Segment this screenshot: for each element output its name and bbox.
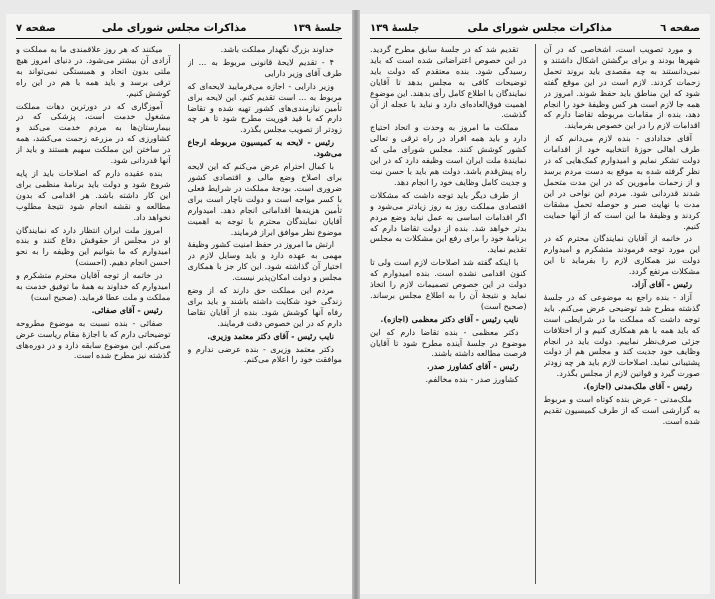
paragraph: آموزگاری که در دورترین دهات مملکت مشغول خدمت است، پزشکی که در بیمارستان‌ها به مردم خدمت می‌کند و کشاورزی که در مزرعه زحمت می‌کشد، همه در ساختن این مملکت سهیم هستند و باید از آنها قدردانی شود. <box>16 100 171 166</box>
paragraph: و مورد تصویب است، اشخاصی که در آن شهرها بودند و برای برگشتن اشکال داشتند و نمی‌دانستند به چه مقصدی باید بروند تحمل زحمات کردند. لازم است در این موقع گفته شود که این مناطق باید حفظ شوند. امروز در همه جا لازم است هر کس وظیفهٔ خود را انجام دهد، بنده از مقامات مربوطه تقاضا دارم که اقدامات لازم را در این خصوص بفرمایند. <box>543 44 700 131</box>
paragraph: تقدیم شد که در جلسهٔ سابق مطرح گردید. در این خصوص اعتراضاتی شده است که باید رسیدگی شود. بنده معتقدم که دولت باید توضیحات کافی به مجلس بدهد تا آقایان نمایندگان با اطلاع کامل رأی بدهند. این موضوع اهمیت فوق‌العاده‌ای دارد و نباید با عجله از آن گذشت. <box>370 44 527 120</box>
paragraph: وزیر دارایی - اجازه می‌فرمایید لایحه‌ای که مربوط به ... است تقدیم کنم. این لایحه برای تأمین نیازمندی‌های کشور تهیه شده و تقاضا دارم که با قید فوریت مطرح شود تا هر چه زودتر از تصویب مجلس بگذرد. <box>187 80 342 135</box>
paragraph: رئیس - لایحه به کمیسیون مربوطه ارجاع می‌شود. <box>187 137 342 159</box>
paragraph: ۴ - تقدیم لایحهٔ قانونی مربوط به ... از طرف آقای وزیر دارایی <box>187 56 342 78</box>
column-right <box>188 44 343 584</box>
page-number: صفحه ۷ <box>16 23 56 34</box>
paragraph: آقای خدادادی - بنده لازم می‌دانم که از طرف اهالی حوزهٔ انتخابیه خود از اقدامات دولت تشکر نمایم و امیدوارم کمک‌هایی که در نظر گرفته شده به موقع به دست مردم برسد و از زحمات مأمورین که در این مدت متحمل شدند قدردانی شود. مردم این نواحی در این مدت با نهایت صبر و حوصله تحمل مشقات کردند و وظیفهٔ ما این است که از آنها حمایت کنیم. <box>543 133 700 231</box>
column-left <box>370 44 527 584</box>
paragraph: رئیس - آقای کشاورز صدر. <box>426 361 519 372</box>
paragraph: با کمال احترام عرض می‌کنم که این لایحه برای اصلاح وضع مالی و اقتصادی کشور ضروری است. بودجهٔ مملکت در شرایط فعلی با کسر مواجه است و دولت ناچار است برای تأمین هزینه‌ها اقداماتی انجام دهد. امیدوارم آقایان نمایندگان محترم با توجه به اهمیت موضوع نظر موافق ابراز فرمایند. <box>187 161 342 237</box>
paragraph: کشاورز صدر - بنده مخالفم. <box>425 374 519 385</box>
paragraph: از طرف دیگر باید توجه داشت که مشکلات اقتصادی مملکت روز به روز زیادتر می‌شود و اگر اقدامات اساسی به عمل نیاید وضع مردم بدتر خواهد شد. بنده از دولت تقاضا دارم که برنامهٔ خود را برای رفع این مشکلات به مجلس تقدیم نماید. <box>370 189 527 255</box>
page-7 <box>6 14 352 594</box>
paragraph: بنده عقیده دارم که اصلاحات باید از پایه شروع شود و دولت باید برنامهٔ منظمی برای این کار داشته باشد. هر اقدامی که بدون مطالعه و نقشه انجام شود نتیجهٔ مطلوب نخواهد داد. <box>16 167 171 222</box>
paragraph: امروز ملت ایران انتظار دارد که نمایندگان او در مجلس از حقوقش دفاع کنند و بنده امیدوارم که ما بتوانیم این وظیفه را به نحو احسن انجام دهیم. (احسنت) <box>16 224 171 268</box>
text-columns <box>370 44 700 584</box>
paragraph: نایب رئیس - آقای دکتر معتمد وزیری. <box>207 330 334 341</box>
column-right <box>544 44 701 584</box>
paragraph: رئیس - آقای آزاد. <box>631 279 692 290</box>
column-left <box>16 44 171 584</box>
paragraph: در خاتمه از آقایان نمایندگان محترم که در این مورد توجه فرمودند متشکرم و امیدوارم دولت نیز همکاری لازم را بفرماید تا این مشکلات مرتفع گردد. <box>543 233 700 277</box>
paragraph: در خاتمه از توجه آقایان محترم متشکرم و امیدوارم که خداوند به همهٔ ما توفیق خدمت به مملکت و ملت عطا فرماید. (صحیح است) <box>16 270 171 302</box>
column-divider <box>179 44 180 584</box>
paragraph: ارتش ما امروز در حفظ امنیت کشور وظیفهٔ مهمی به عهده دارد و باید وسایل لازم در اختیار آن گذاشته شود. این کار جز با همکاری مجلس و دولت امکان‌پذیر نیست. <box>187 239 342 283</box>
paragraph: دکتر معظمی - بنده تقاضا دارم که این موضوع در جلسهٔ آینده مطرح شود تا آقایان فرصت مطالعه داشته باشند. <box>370 326 527 359</box>
paragraph: میکنند که هر روز علاقمندی ما به مملکت و آزادی آن بیشتر می‌شود. در دنیای امروز هیچ ملتی بدون اتحاد و همبستگی نمی‌تواند به ترقی برسد و باید همه با هم در این راه کوشش کنیم. <box>16 44 171 98</box>
page-header <box>16 22 342 39</box>
text-columns <box>16 44 342 584</box>
paragraph: رئیس - آقای ملک‌مدنی (اجازه). <box>583 381 692 392</box>
page-header <box>370 22 700 39</box>
paragraph: دکتر معتمد وزیری - بنده عرضی ندارم و موافقت خود را اعلام می‌کنم. <box>187 343 342 365</box>
paragraph: با اینکه گفته شد اصلاحات لازم است ولی تا کنون اقدامی نشده است. بنده امیدوارم که دولت در این خصوص تصمیمات لازم را اتخاذ نماید و نتیجهٔ آن را به اطلاع مجلس برساند. (صحیح است) <box>370 257 527 311</box>
paragraph: نایب رئیس - آقای دکتر معظمی (اجازه). <box>380 313 519 324</box>
paragraph: مردم این مملکت حق دارند که از وضع زندگی خود شکایت داشته باشند و باید برای رفاه آنها کوشش شود. بنده از آقایان تقاضا دارم که در این خصوص دقت فرمایند. <box>187 285 342 328</box>
session-number: جلسهٔ ۱۳۹ <box>370 23 420 34</box>
header-title: مذاکرات مجلس شورای ملی <box>467 22 613 34</box>
paragraph: خداوند بزرگ نگهدار مملکت باشد. <box>220 44 334 54</box>
paragraph: مملکت ما امروز به وحدت و اتحاد احتیاج دارد و باید همه افراد در راه ترقی و تعالی کشور کوشش کنند. مجلس شورای ملی که نمایندهٔ ملت ایران است وظیفه دارد که در این راه پیش‌قدم باشد. دولت هم باید با حسن نیت و جدیت کامل وظایف خود را انجام دهد. <box>370 122 527 187</box>
column-divider <box>535 44 536 584</box>
paragraph: آزاد - بنده راجع به موضوعی که در جلسهٔ گذشته مطرح شد توضیحی عرض می‌کنم. باید توجه داشت که مملکت ما در شرایطی است که باید همه با هم همکاری کنیم و از اختلافات جزئی صرف‌نظر نماییم. دولت باید در انجام وظایف خود جدیت کند و مجلس هم از دولت پشتیبانی نماید. اصلاحات لازم باید هر چه زودتر صورت گیرد و قوانین لازم از مجلس بگذرد. <box>543 291 700 379</box>
page-number: صفحه ٦ <box>660 23 700 34</box>
paragraph: صفائی - بنده نسبت به موضوع مطروحه توضیحاتی دارم که با اجازهٔ مقام ریاست عرض می‌کنم. این موضوع سابقه دارد و در دوره‌های گذشته نیز مطرح شده است. <box>16 317 171 361</box>
paragraph: رئیس - آقای صفائی. <box>91 304 163 315</box>
session-number: جلسهٔ ۱۳۹ <box>292 23 342 34</box>
paragraph: ملک‌مدنی - عرض بنده کوتاه است و مربوط به گزارشی است که از طرف کمیسیون تقدیم شده است. <box>543 394 700 426</box>
header-title: مذاکرات مجلس شورای ملی <box>101 22 247 34</box>
book-gutter <box>352 10 360 599</box>
page-6 <box>360 14 710 594</box>
